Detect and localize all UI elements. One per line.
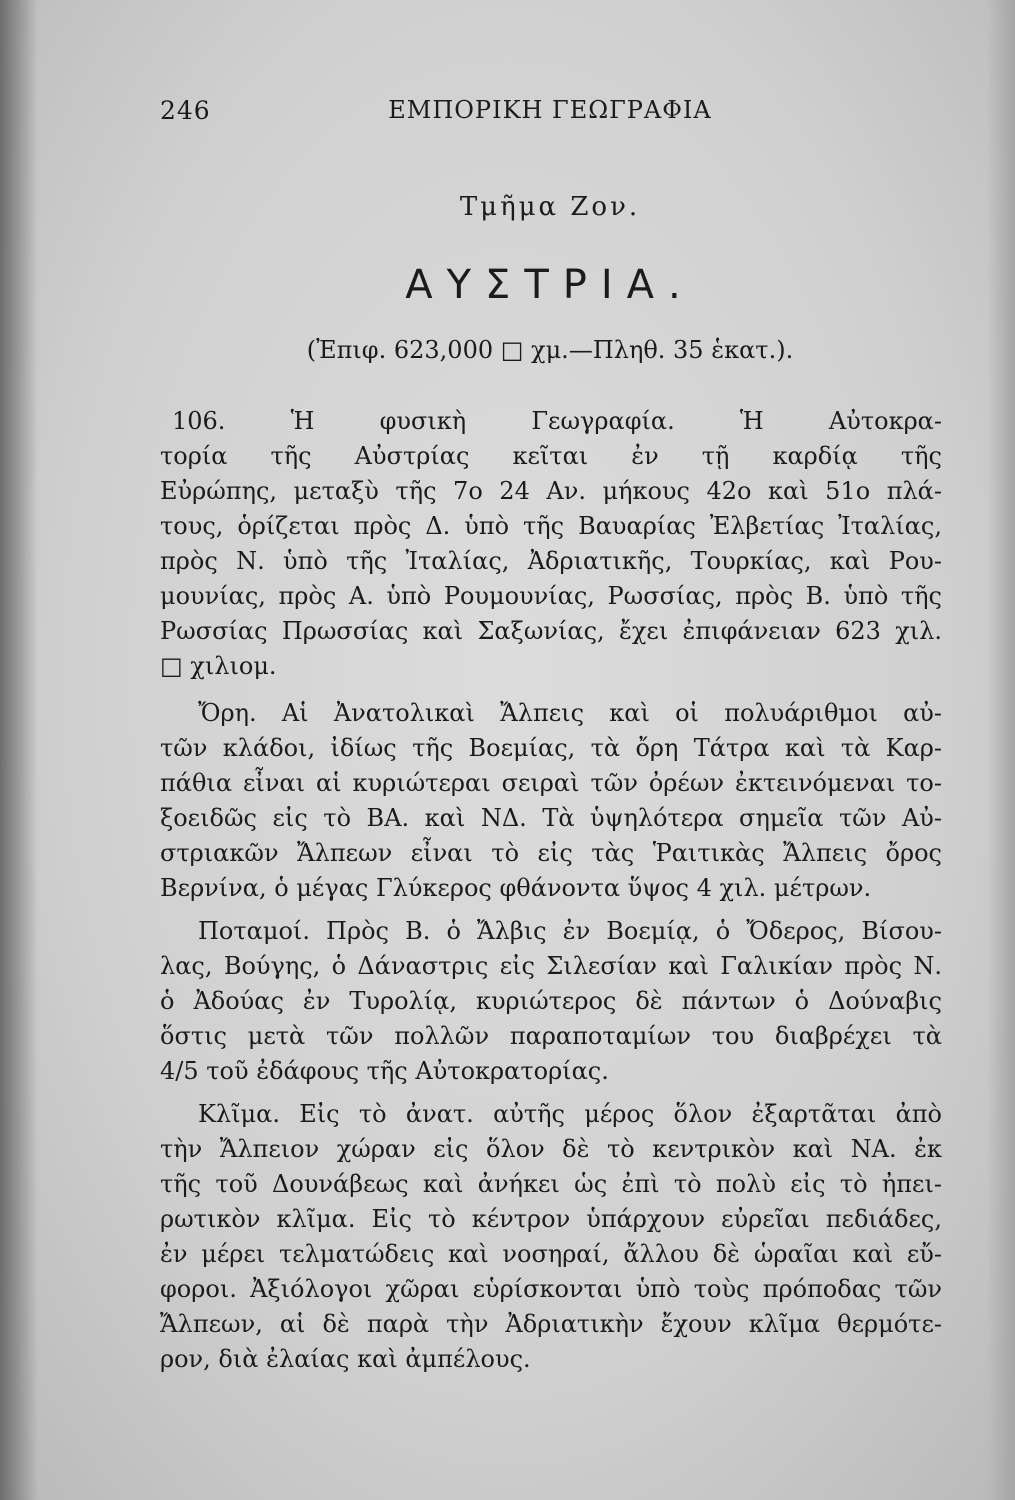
text-line: ὁ Ἀδούας ἐν Τυρολίᾳ, κυριώτερος δὲ πάντων ὁ Δούναβις [160,987,942,1015]
text-line: Εὐρώπης, μεταξὺ τῆς 7ο 24 Αν. μήκους 42ο καὶ 51ο πλά- [160,477,942,505]
text-line: 4/5 τοῦ ἐδάφους τῆς Αὐτοκρατορίας. [160,1057,609,1085]
paragraph-physical-geography [160,404,942,684]
body-text [160,404,942,1377]
page-number: 246 [160,96,211,125]
text-line: πάθια εἶναι αἱ κυριώτεραι σειραὶ τῶν ὀρέων ἐκτεινόμεναι το- [160,769,942,797]
text-line: Βερνίνα, ὁ μέγας Γλύκερος φθάνοντα ὕψος 4 χιλ. μέτρων. [160,874,872,902]
text-line: Ρωσσίας Πρωσσίας καὶ Σαξωνίας, ἔχει ἐπιφάνειαν 623 χιλ. [160,617,942,645]
text-line: μουνίας, πρὸς Α. ὑπὸ Ρουμουνίας, Ρωσσίας, πρὸς Β. ὑπὸ τῆς [160,582,942,610]
text-line: τορία τῆς Αὐστρίας κεῖται ἐν τῇ καρδίᾳ τῆς [160,442,942,470]
text-line: ξοειδῶς εἰς τὸ ΒΑ. καὶ ΝΔ. Τὰ ὑψηλότερα σημεῖα τῶν Αὐ- [160,804,942,832]
text-line: ἐν μέρει τελματώδεις καὶ νοσηραί, ἄλλου δὲ ὡραῖαι καὶ εὔ- [160,1240,942,1268]
text-line: Ποταμοί. Πρὸς Β. ὁ Ἄλβις ἐν Βοεμίᾳ, ὁ Ὄδερος, Βίσου- [198,917,942,945]
text-line: ρωτικὸν κλῖμα. Εἰς τὸ κέντρον ὑπάρχουν εὐρεῖαι πεδιάδες, [160,1205,942,1233]
text-line: □ χιλιομ. [160,652,277,680]
text-line: πρὸς Ν. ὑπὸ τῆς Ἰταλίας, Ἀδριατικῆς, Τουρκίας, καὶ Ρου- [160,547,942,575]
running-title: ΕΜΠΟΡΙΚΗ ΓΕΩΓΡΑΦΙΑ [388,96,712,124]
text-line: ρον, διὰ ἐλαίας καὶ ἀμπέλους. [160,1345,531,1373]
text-line: φοροι. Ἀξιόλογοι χῶραι εὑρίσκονται ὑπὸ τοὺς πρόποδας τῶν [160,1275,942,1303]
text-line: Ἄλπεων, αἱ δὲ παρὰ τὴν Ἀδριατικὴν ἔχουν κλῖμα θερμότε- [160,1310,942,1338]
chapter-title: ΑΥΣΤΡΙΑ. [405,262,695,308]
text-line: τῶν κλάδοι, ἰδίως τῆς Βοεμίας, τὰ ὄρη Τάτρα καὶ τὰ Καρ- [160,734,942,762]
text-line: στριακῶν Ἄλπεων εἶναι τὸ εἰς τὰς Ῥαιτικὰς Ἄλπεις ὄρος [160,839,942,867]
text-line: τους, ὁρίζεται πρὸς Δ. ὑπὸ τῆς Βαυαρίας Ἐλβετίας Ἰταλίας, [160,512,942,540]
section-label: Τμῆμα Ζον. [459,192,641,222]
text-line: τῆς τοῦ Δουνάβεως καὶ ἀνήκει ὡς ἐπὶ τὸ πολὺ εἰς τὸ ἠπει- [160,1170,942,1198]
text-line: ὅστις μετὰ τῶν πολλῶν παραποταμίων του διαβρέχει τὰ [160,1022,942,1050]
text-line: λας, Βούγης, ὁ Δάναστρις εἰς Σιλεσίαν καὶ Γαλικίαν πρὸς Ν. [160,952,942,980]
page-header [160,96,940,136]
area-population-stats: (Ἐπιφ. 623,000 □ χμ.—Πληθ. 35 ἑκατ.). [306,336,794,364]
text-line: Ὄρη. Αἱ Ἀνατολικαὶ Ἄλπεις καὶ οἱ πολυάριθμοι αὐ- [198,699,942,727]
paragraph-mountains [160,696,942,906]
text-line: τὴν Ἄλπειον χώραν εἰς ὅλον δὲ τὸ κεντρικὸν καὶ ΝΑ. ἐκ [160,1135,942,1163]
paragraph-climate [160,1097,942,1377]
paragraph-rivers [160,914,942,1089]
text-line: 106. Ἡ φυσικὴ Γεωγραφία. Ἡ Αὐτοκρα- [172,407,942,435]
text-line: Κλῖμα. Εἰς τὸ ἀνατ. αὐτῆς μέρος ὅλον ἐξαρτᾶται ἀπὸ [198,1100,942,1128]
